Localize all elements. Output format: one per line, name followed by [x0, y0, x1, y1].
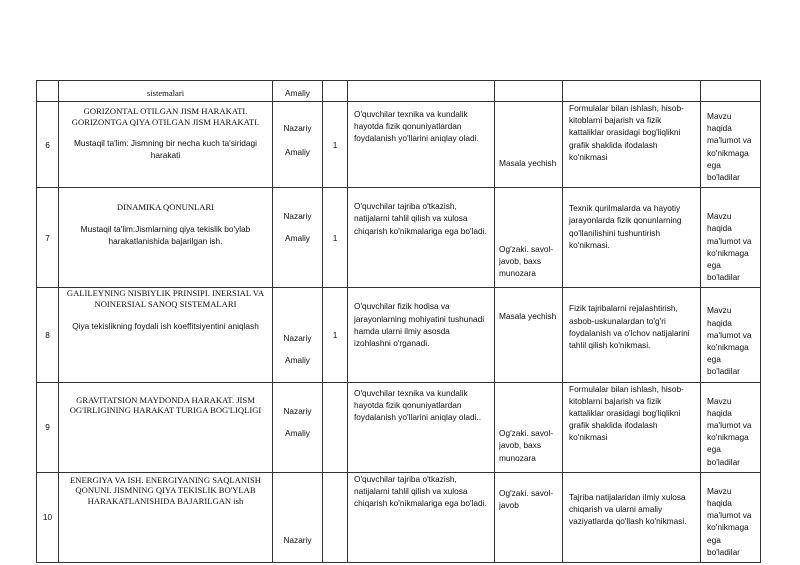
method-cell: Masala yechish: [495, 288, 563, 382]
lesson-type-practical: Amaliy: [285, 147, 310, 157]
topic-title: GORIZONTAL OTILGAN JISM HARAKATI. GORIZONTGA QIYA OTILGAN JISM HARAKATI.: [71, 106, 260, 127]
topic-cell: [59, 102, 273, 188]
lesson-type-cell: [273, 81, 323, 102]
table-row: [37, 102, 761, 188]
topic-title: GRAVITATSION MAYDONDA HARAKAT. JISM OG'IRLIGINING HARAKAT TURIGA BOG'LIQLIGI: [69, 394, 262, 416]
hours-cell: 1: [323, 102, 348, 188]
row-number: [37, 81, 59, 102]
hours-cell: [323, 81, 348, 102]
topic-subtitle: Qiya tekislikning foydali ish koeffitsiyentini aniqlash: [72, 321, 259, 332]
method-cell: Og'zaki. savol-javob, baxs munozara: [495, 188, 563, 288]
method-cell: Masala yechish: [495, 102, 563, 188]
lesson-type-theory: Nazariy: [283, 123, 312, 133]
goal-cell: O'quvchilar fizik hodisa va jarayonlarning mohiyatini tushunadi hamda ularni ilmiy asosda izohlashni o'rganadi.: [348, 288, 495, 382]
topic-cell: [59, 288, 273, 382]
skills-cell: Formulalar bilan ishlash, hisob-kitoblarni bajarish va fizik kattaliklar orasidagi bog'liqlikni grafik shaklida ifodalash ko'nikmasi: [563, 382, 701, 472]
result-cell: Mavzu haqida ma'lumot va ko'nikmaga ega bo'ladilar: [701, 288, 761, 382]
method-cell: [495, 81, 563, 102]
lesson-plan-table: [36, 80, 761, 563]
lesson-type-practical: Amaliy: [285, 427, 310, 438]
row-number: 10: [37, 472, 59, 562]
lesson-type-cell: [273, 102, 323, 188]
row-number: 6: [37, 102, 59, 188]
goal-cell: O'quvchilar tajriba o'tkazish, natijalarni tahlil qilish va xulosa chiqarish ko'nikmalariga ega bo'ladi.: [348, 472, 495, 562]
lesson-type-theory: Nazariy: [283, 535, 312, 546]
table-row: [37, 188, 761, 288]
hours-cell: 1: [323, 188, 348, 288]
topic-title: GALILEYNING NISBIYLIK PRINSIPI. INERSIAL VA NOINERSIAL SANOQ SISTEMALARI: [66, 288, 265, 309]
topic-cell: [59, 188, 273, 288]
method-cell: Og'zaki. savol-javob, baxs munozara: [495, 382, 563, 472]
hours-cell: [323, 382, 348, 472]
result-cell: Mavzu haqida ma'lumot va ko'nikmaga ega bo'ladilar: [701, 382, 761, 472]
skills-cell: Fizik tajribalarni rejalashtirish, asbob-uskunalardan to'g'ri foydalanish va o'lchov natijalarini tahlil qilish ko'nikmasi.: [563, 288, 701, 382]
table-row: [37, 472, 761, 562]
lesson-type-theory: Nazariy: [283, 405, 312, 416]
hours-cell: 1: [323, 288, 348, 382]
topic-cell: [59, 81, 273, 102]
result-cell: Mavzu haqida ma'lumot va ko'nikmaga ega bo'ladilar: [701, 102, 761, 188]
lesson-type-cell: [273, 382, 323, 472]
skills-cell: Formulalar bilan ishlash, hisob-kitoblarni bajarish va fizik kattaliklar orasidagi bog'liqlikni grafik shaklida ifodalash ko'nikmasi: [563, 102, 701, 188]
lesson-type-theory: Nazariy: [283, 333, 312, 344]
goal-cell: O'quvchilar texnika va kundalik hayotda fizik qonuniyatlardan foydalanish yo'llarini aniqlay oladi.: [348, 102, 495, 188]
goal-cell: O'quvchilar texnika va kundalik hayotda fizik qonuniyatlardan foydalanish yo'llarini aniqlay oladi..: [348, 382, 495, 472]
lesson-type-practical: Amaliy: [285, 88, 310, 98]
topic-cell: [59, 472, 273, 562]
skills-cell: [563, 81, 701, 102]
lesson-type-cell: [273, 188, 323, 288]
row-number: 9: [37, 382, 59, 472]
table-row: [37, 288, 761, 382]
topic-title: ENERGIYA VA ISH. ENERGIYANING SAQLANISH QONUNI. JISMNING QIYA TEKISLIK BO'YLAB HARAKATLANISHIDA BAJARILGAN ish: [70, 474, 261, 506]
table-row: [37, 382, 761, 472]
skills-cell: Tajriba natijalaridan ilmiy xulosa chiqarish va ularni amaliy vaziyatlarda qo'llash ko'nikmasi.: [563, 472, 701, 562]
hours-cell: [323, 472, 348, 562]
goal-cell: O'quvchilar tajriba o'tkazish, natijalarni tahlil qilish va xulosa chiqarish ko'nikmalariga ega bo'ladi.: [348, 188, 495, 288]
goal-cell: [348, 81, 495, 102]
lesson-type-theory: Nazariy: [283, 211, 312, 222]
lesson-type-practical: Amaliy: [285, 233, 310, 244]
topic-title: DINAMIKA QONUNLARI: [116, 202, 215, 213]
topic-subtitle: Mustaqil ta'lim: Jismning bir necha kuch ta'siridagi harakati: [73, 138, 257, 161]
skills-cell: Texnik qurilmalarda va hayotiy jarayonlarda fizik qonunlarning qo'llanilishini tushuntirish ko'nikmasi.: [563, 188, 701, 288]
method-cell: Og'zaki. savol-javob: [495, 472, 563, 562]
lesson-type-practical: Amaliy: [285, 355, 310, 366]
topic-title: sistemalari: [146, 87, 185, 98]
result-cell: Mavzu haqida ma'lumot va ko'nikmaga ega bo'ladilar: [701, 472, 761, 562]
row-number: 8: [37, 288, 59, 382]
lesson-type-cell: [273, 472, 323, 562]
result-cell: [701, 81, 761, 102]
topic-subtitle: Mustaqil ta'lim:Jismlarning qiya tekislik bo'ylab harakatlanishida bajarilgan ish.: [80, 223, 251, 246]
table-row: [37, 81, 761, 102]
lesson-type-cell: [273, 288, 323, 382]
result-cell: Mavzu haqida ma'lumot va ko'nikmaga ega bo'ladilar: [701, 188, 761, 288]
topic-cell: [59, 382, 273, 472]
row-number: 7: [37, 188, 59, 288]
